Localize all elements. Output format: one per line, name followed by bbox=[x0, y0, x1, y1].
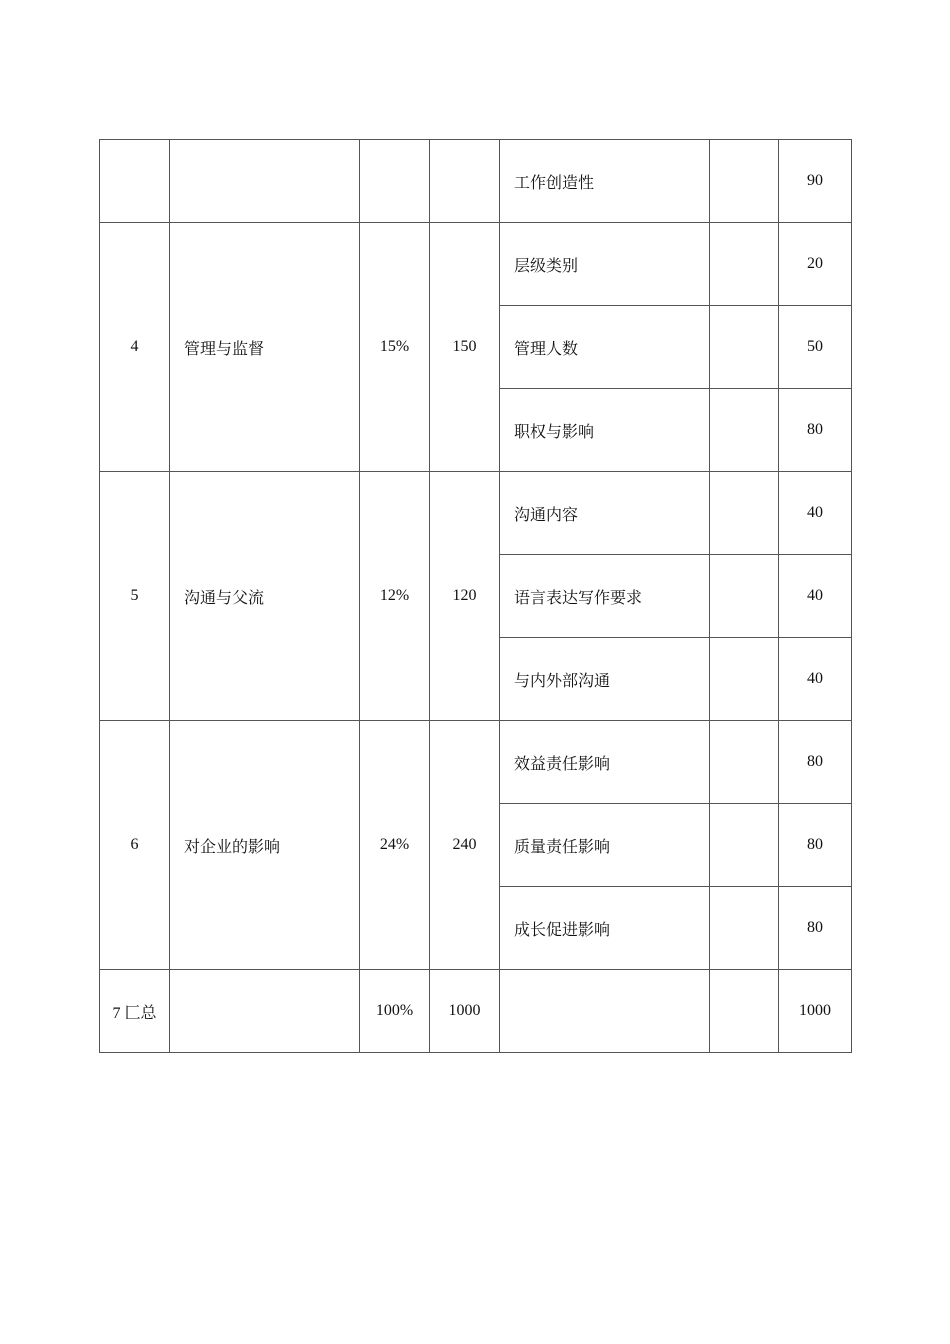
sub-factor-cell: 工作创造性 bbox=[500, 140, 710, 223]
total-cell bbox=[430, 140, 500, 223]
blank-cell bbox=[500, 970, 710, 1053]
blank-cell bbox=[710, 887, 779, 970]
points-cell: 50 bbox=[779, 306, 852, 389]
points-cell: 80 bbox=[779, 389, 852, 472]
blank-cell bbox=[710, 970, 779, 1053]
factor-name-cell bbox=[170, 140, 360, 223]
blank-cell bbox=[710, 804, 779, 887]
table-row bbox=[100, 721, 852, 804]
sub-factor-cell: 效益责任影响 bbox=[500, 721, 710, 804]
table-row bbox=[100, 140, 852, 223]
factor-no-cell: 5 bbox=[100, 472, 170, 721]
total-cell: 120 bbox=[430, 472, 500, 721]
summary-total-cell: 1000 bbox=[430, 970, 500, 1053]
sub-factor-cell: 沟通内容 bbox=[500, 472, 710, 555]
blank-cell bbox=[710, 472, 779, 555]
points-cell: 80 bbox=[779, 721, 852, 804]
total-cell: 150 bbox=[430, 223, 500, 472]
blank-cell bbox=[170, 970, 360, 1053]
sub-factor-cell: 成长促进影响 bbox=[500, 887, 710, 970]
points-cell: 80 bbox=[779, 804, 852, 887]
sub-factor-cell: 与内外部沟通 bbox=[500, 638, 710, 721]
blank-cell bbox=[710, 638, 779, 721]
summary-no-cell: 7 匚总 bbox=[100, 970, 170, 1053]
blank-cell bbox=[710, 223, 779, 306]
summary-row bbox=[100, 970, 852, 1053]
blank-cell bbox=[710, 306, 779, 389]
points-cell: 80 bbox=[779, 887, 852, 970]
points-cell: 40 bbox=[779, 555, 852, 638]
factor-no-cell bbox=[100, 140, 170, 223]
blank-cell bbox=[710, 389, 779, 472]
weight-cell: 24% bbox=[360, 721, 430, 970]
points-cell: 40 bbox=[779, 472, 852, 555]
points-cell: 40 bbox=[779, 638, 852, 721]
blank-cell bbox=[710, 140, 779, 223]
blank-cell bbox=[710, 721, 779, 804]
factor-name-cell: 对企业的影响 bbox=[170, 721, 360, 970]
points-cell: 90 bbox=[779, 140, 852, 223]
blank-cell bbox=[710, 555, 779, 638]
evaluation-table bbox=[99, 139, 852, 1053]
points-cell: 20 bbox=[779, 223, 852, 306]
sub-factor-cell: 质量责任影响 bbox=[500, 804, 710, 887]
sub-factor-cell: 层级类别 bbox=[500, 223, 710, 306]
sub-factor-cell: 语言表达写作要求 bbox=[500, 555, 710, 638]
sub-factor-cell: 职权与影响 bbox=[500, 389, 710, 472]
table-row bbox=[100, 472, 852, 555]
weight-cell: 15% bbox=[360, 223, 430, 472]
factor-no-cell: 4 bbox=[100, 223, 170, 472]
table-row bbox=[100, 223, 852, 306]
factor-name-cell: 沟通与父流 bbox=[170, 472, 360, 721]
summary-points-cell: 1000 bbox=[779, 970, 852, 1053]
factor-no-cell: 6 bbox=[100, 721, 170, 970]
sub-factor-cell: 管理人数 bbox=[500, 306, 710, 389]
summary-weight-cell: 100% bbox=[360, 970, 430, 1053]
weight-cell bbox=[360, 140, 430, 223]
total-cell: 240 bbox=[430, 721, 500, 970]
weight-cell: 12% bbox=[360, 472, 430, 721]
factor-name-cell: 管理与监督 bbox=[170, 223, 360, 472]
